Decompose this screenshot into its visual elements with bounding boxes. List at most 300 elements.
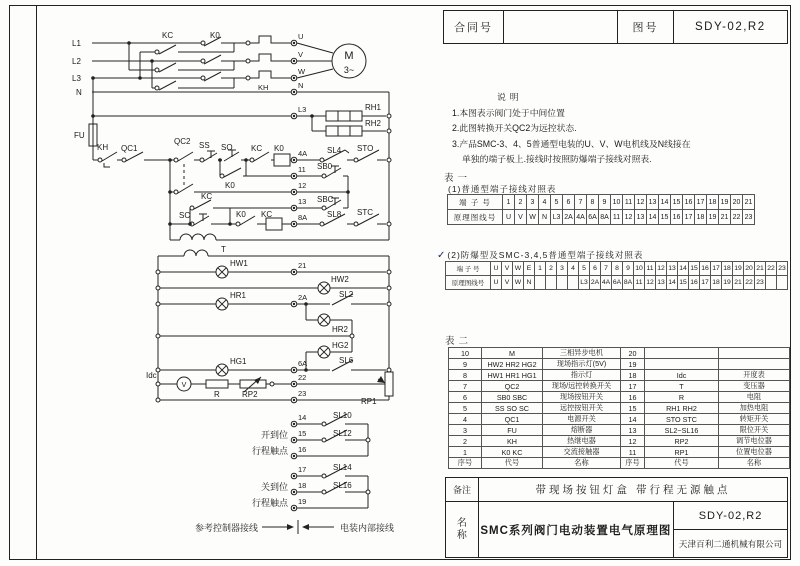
component-cell: 变压器 [719, 381, 790, 392]
contact-node [366, 490, 370, 494]
drawing-no-label: 图号 [618, 10, 673, 44]
component-cell: RP1 [645, 447, 719, 458]
terminal-N: N [298, 81, 304, 90]
table1-caption1: (1)普通型端子接线对照表 [448, 184, 557, 194]
junction-dot [304, 302, 308, 306]
terminal-cell: 14 [667, 276, 678, 290]
terminal-16 [293, 455, 295, 457]
component-cell [719, 348, 790, 359]
component-cell: SL2~SL16 [645, 425, 719, 436]
component-cell: 19 [621, 359, 645, 370]
junction-dot [168, 222, 172, 226]
terminal-cell: 4A [575, 210, 587, 225]
component-label: 关到位 [260, 482, 288, 492]
component-cell: 电阻 [719, 392, 790, 403]
component-cell [645, 359, 719, 370]
contact-node [246, 41, 250, 45]
terminal-cell: 18 [695, 210, 707, 225]
component-cell: 名称 [543, 458, 621, 469]
component-cell: R [645, 392, 719, 403]
terminal-cell: 2A [563, 210, 575, 225]
component-label: RP2 [242, 390, 258, 399]
component-cell: 指示灯 [543, 370, 621, 381]
terminal-4A: 4A [298, 149, 308, 158]
terminal-cell: 11 [645, 262, 656, 276]
kh-heaters [254, 36, 276, 78]
contact-node [155, 68, 159, 72]
component-label: 行程触点 [251, 498, 288, 508]
junction-dot [218, 158, 222, 162]
contact-node [156, 382, 160, 386]
coil-k0 [274, 154, 290, 166]
component-cell: 2 [449, 436, 482, 447]
component-label: RH2 [365, 119, 382, 128]
contract-no-label: 合同号 [443, 10, 504, 44]
terminal-cell: 13 [667, 262, 678, 276]
component-cell: 交流接触器 [543, 447, 621, 458]
contact-node [236, 222, 240, 226]
component-label: SC [179, 211, 191, 220]
contact-node [155, 86, 159, 90]
component-cell: 加热电阻 [719, 403, 790, 414]
terminal-11: 11 [298, 165, 306, 174]
component-cell: 现场指示灯(5V) [543, 359, 621, 370]
component-label: HW2 [331, 275, 349, 284]
component-cell: 7 [449, 381, 482, 392]
component-label: KH [97, 143, 109, 152]
terminal-cell: 23 [755, 276, 766, 290]
terminal-cell: 16 [700, 262, 711, 276]
terminal-19: 19 [298, 497, 307, 506]
terminal-cell: 9 [599, 195, 611, 210]
terminal-cell: 23 [743, 210, 755, 225]
component-label: R [214, 390, 220, 399]
terminal-22 [293, 383, 295, 385]
component-cell: 序号 [449, 458, 482, 469]
junction-dot [346, 190, 350, 194]
terminal-12: 12 [298, 181, 307, 190]
component-label: QC1 [121, 144, 138, 153]
terminal-cell: 23 [777, 262, 788, 276]
kc-contacts [129, 43, 234, 90]
terminal-17: 17 [298, 465, 307, 474]
junction-dot [244, 158, 248, 162]
terminal-cell: 11 [611, 210, 623, 225]
terminal-L3 [293, 115, 295, 117]
terminal-cell: 4 [539, 195, 551, 210]
contact-node [387, 222, 391, 226]
terminal-14 [293, 423, 295, 425]
terminal-N [293, 91, 295, 93]
contact-node [174, 190, 178, 194]
component-label: 参考控制器接线 [194, 523, 258, 533]
terminal-cell: 11 [634, 276, 645, 290]
component-cell: 调节电位器 [719, 436, 790, 447]
component-cell: HW1 HR1 HG1 [482, 370, 543, 381]
junction-dot [228, 222, 232, 226]
terminal-cell: 12 [656, 262, 667, 276]
component-label: SBC [317, 195, 334, 204]
contact-node [246, 59, 250, 63]
component-label: HR1 [230, 291, 247, 300]
terminal-cell: 21 [755, 262, 766, 276]
terminal-table-exproof [445, 261, 788, 290]
junction-dot [168, 158, 172, 162]
terminal-L3: L3 [298, 105, 307, 114]
contact-node [220, 174, 224, 178]
contact-node [201, 41, 205, 45]
terminal-19 [293, 507, 295, 509]
component-label: K0 [236, 210, 246, 219]
component-label: KC [201, 192, 213, 201]
contact-node [387, 286, 391, 290]
contact-node [350, 334, 354, 338]
component-cell: 限位开关 [719, 425, 790, 436]
component-label: FU [74, 131, 85, 140]
contact-node [98, 158, 102, 162]
component-label: T [221, 245, 226, 254]
component-label: HW1 [230, 259, 248, 268]
component-label: SL6 [339, 356, 354, 365]
component-cell: STO STC [645, 414, 719, 425]
component-label: 开到位 [260, 430, 288, 440]
terminal-cell: 10 [634, 262, 645, 276]
k0-contacts [204, 37, 221, 81]
contact-node [156, 270, 160, 274]
table1-label: 表一 [444, 173, 472, 184]
contact-node [387, 368, 391, 372]
terminal-cell: 3 [527, 195, 539, 210]
terminal-cell: 19 [719, 195, 731, 210]
meter-row [160, 377, 389, 400]
terminal-cell: L3 [579, 276, 590, 290]
note-line: 2.此图转换开关QC2为远控状态. [452, 123, 577, 133]
contact-node [354, 222, 358, 226]
component-label: SL16 [333, 481, 352, 490]
terminal-cell: 3 [557, 262, 568, 276]
terminal-cell: 22 [731, 210, 743, 225]
terminal-cell: W [513, 262, 524, 276]
terminal-cell: 16 [689, 276, 700, 290]
contact-node [354, 158, 358, 162]
terminal-cell: V [502, 276, 513, 290]
component-label: HR2 [332, 325, 349, 334]
wires [89, 36, 393, 534]
component-cell: 17 [621, 381, 645, 392]
contact-node [156, 334, 160, 338]
contact-node [387, 302, 391, 306]
terminal-cell: 14 [647, 210, 659, 225]
component-label: SL10 [333, 411, 352, 420]
terminal-cell [777, 276, 788, 290]
notes-title: 说明 [497, 92, 523, 102]
terminal-cell: 6A [587, 210, 599, 225]
terminal-cell: 17 [683, 210, 695, 225]
component-label: L3 [72, 74, 81, 83]
component-cell: 8 [449, 370, 482, 381]
terminal-W [293, 77, 295, 79]
terminal-13 [293, 207, 295, 209]
component-label: SL2 [339, 290, 354, 299]
row-header-cell: 原理图线号 [446, 276, 491, 290]
terminal-23: 23 [298, 389, 307, 398]
terminal-8A: 8A [298, 213, 308, 222]
terminal-cell: 15 [678, 276, 689, 290]
junction-dot [310, 114, 314, 118]
terminal-cell: N [524, 276, 535, 290]
contact-node [201, 76, 205, 80]
component-cell: 5 [449, 403, 482, 414]
component-cell: RP2 [645, 436, 719, 447]
component-cell: 20 [621, 348, 645, 359]
terminal-cell: 20 [744, 262, 755, 276]
resistor-rh2 [326, 126, 362, 136]
boundary-mark [262, 520, 334, 534]
terminal-V [293, 60, 295, 62]
terminal-W: W [298, 67, 306, 76]
component-cell: 6 [449, 392, 482, 403]
terminal-2A: 2A [298, 293, 308, 302]
contact-node [200, 158, 204, 162]
component-cell: 18 [621, 370, 645, 381]
terminal-cell [546, 276, 557, 290]
row-header-cell: 端 子 号 [448, 195, 503, 210]
component-cell: 电源开关 [543, 414, 621, 425]
component-label: N [76, 88, 82, 97]
terminal-cell: 21 [743, 195, 755, 210]
component-cell: Idc [645, 370, 719, 381]
terminal-cell: U [503, 210, 515, 225]
component-label: KC [162, 31, 174, 40]
terminal-cell: 19 [707, 210, 719, 225]
terminal-cell: 11 [623, 195, 635, 210]
contact-node [387, 129, 391, 133]
contact-node [250, 158, 254, 162]
component-cell: 9 [449, 359, 482, 370]
notes-lines [452, 106, 782, 168]
contact-node [387, 114, 391, 118]
component-label: K0 [274, 144, 284, 153]
terminal-cell: W [527, 210, 539, 225]
component-cell: 熔断器 [543, 425, 621, 436]
terminal-table-standard [447, 194, 755, 225]
terminal-12 [293, 191, 295, 193]
drawing-no-value: SDY-02,R2 [674, 10, 788, 44]
component-cell: 名称 [719, 458, 790, 469]
component-cell: 1 [449, 447, 482, 458]
contact-node [122, 158, 126, 162]
terminal-cell: 22 [744, 276, 755, 290]
component-label: SL8 [327, 210, 342, 219]
component-cell: 转矩开关 [719, 414, 790, 425]
component-label: 行程触点 [251, 446, 288, 456]
contact-node [156, 302, 160, 306]
component-label: SL14 [333, 463, 352, 472]
component-cell: T [645, 381, 719, 392]
remark-value: 带现场按钮灯盒 带行程无源触点 [479, 477, 788, 502]
junction-dot [168, 190, 172, 194]
junction-dot [304, 368, 308, 372]
terminal-cell: 7 [601, 262, 612, 276]
component-label: SS [199, 141, 210, 150]
junction-dot [127, 41, 131, 45]
terminal-V: V [298, 50, 304, 59]
terminal-cell: 18 [707, 195, 719, 210]
potentiometer-rp1 [385, 372, 393, 396]
terminal-cell: V [515, 210, 527, 225]
contact-node [156, 286, 160, 290]
terminal-cell: 8 [612, 262, 623, 276]
junction-dot [188, 222, 192, 226]
component-cell: 开度表 [719, 370, 790, 381]
component-label: 电装内部接线 [340, 523, 395, 533]
terminal-cell [535, 276, 546, 290]
terminal-U: U [298, 32, 304, 41]
terminal-16: 16 [298, 445, 307, 454]
drawing-title: SMC系列阀门电动装置电气原理图 [479, 502, 674, 558]
terminal-cell: 8A [599, 210, 611, 225]
component-label: SL12 [333, 429, 352, 438]
terminal-cell: 19 [722, 276, 733, 290]
component-cell: 热继电器 [543, 436, 621, 447]
component-label: SL4 [327, 146, 342, 155]
note-line: 1.本图表示阀门处于中间位置 [452, 107, 565, 118]
contact-node [320, 222, 324, 226]
contact-node [201, 59, 205, 63]
terminal-14: 14 [298, 413, 307, 422]
terminal-cell: 5 [579, 262, 590, 276]
terminal-cell: 17 [695, 195, 707, 210]
terminal-cell [766, 276, 777, 290]
terminal-cell: 16 [671, 210, 683, 225]
component-cell: M [482, 348, 543, 359]
component-label: M [344, 50, 354, 62]
terminal-21: 21 [298, 261, 307, 270]
component-label: V [181, 382, 187, 389]
schematic-labels [72, 31, 394, 533]
component-label: SO [221, 143, 233, 152]
terminal-cell: 7 [575, 195, 587, 210]
component-cell: SS SO SC [482, 403, 543, 414]
terminal-6A: 6A [298, 359, 308, 368]
terminal-15 [293, 439, 295, 441]
terminal-cell: 1 [503, 195, 515, 210]
component-cell: 现场按钮开关 [543, 392, 621, 403]
component-label: STC [357, 208, 373, 217]
component-cell: SB0 SBC [482, 392, 543, 403]
terminal-cell [557, 276, 568, 290]
contact-node [366, 438, 370, 442]
contact-node [387, 158, 391, 162]
component-cell: 代号 [482, 458, 543, 469]
component-cell: 11 [621, 447, 645, 458]
component-label: STO [357, 144, 374, 153]
terminal-cell: 17 [711, 262, 722, 276]
terminal-cell: 12 [635, 195, 647, 210]
terminal-6A [293, 369, 295, 371]
row-header-cell: 原理图线号 [448, 210, 503, 225]
check-mark: ✓ [437, 250, 447, 261]
component-cell: 16 [621, 392, 645, 403]
terminal-cell: 1 [535, 262, 546, 276]
coil-kc [266, 218, 282, 230]
contact-node [270, 382, 274, 386]
table2-label: 表二 [445, 336, 473, 347]
component-label: KH [258, 83, 269, 92]
remark-label: 备注 [445, 477, 479, 502]
terminal-18 [293, 491, 295, 493]
component-label: SB0 [317, 162, 333, 171]
terminal-cell: 19 [733, 262, 744, 276]
component-table [448, 347, 790, 469]
terminal-cell: 15 [689, 262, 700, 276]
contact-node [156, 398, 160, 402]
remark-row [445, 477, 788, 502]
junction-dot [91, 76, 95, 80]
component-label: L1 [72, 39, 81, 48]
terminal-cell: L3 [551, 210, 563, 225]
contact-node [190, 206, 194, 210]
junction-dot [138, 76, 142, 80]
terminal-cell: 9 [623, 262, 634, 276]
terminal-cell: 15 [659, 210, 671, 225]
terminal-cell: U [491, 262, 502, 276]
resistor-r [206, 380, 228, 388]
terminal-cell: 13 [656, 276, 667, 290]
contact-node [246, 76, 250, 80]
terminal-cell: 13 [635, 210, 647, 225]
component-cell: 10 [449, 348, 482, 359]
terminal-cell: 21 [733, 276, 744, 290]
component-cell: FU [482, 425, 543, 436]
component-label: K0 [225, 181, 235, 190]
terminal-cell: 22 [766, 262, 777, 276]
terminal-cell: 17 [700, 276, 711, 290]
terminal-cell: W [513, 276, 524, 290]
component-cell: KH [482, 436, 543, 447]
component-label: HG1 [230, 357, 247, 366]
component-cell: 14 [621, 414, 645, 425]
row-header-cell: 端 子 号 [446, 262, 491, 276]
component-cell: 远控按钮开关 [543, 403, 621, 414]
component-cell: 13 [621, 425, 645, 436]
component-cell: 位置电位器 [719, 447, 790, 458]
contact-node [322, 206, 326, 210]
terminal-cell: 8 [587, 195, 599, 210]
component-label: HG2 [332, 341, 349, 350]
terminal-cell: 6 [590, 262, 601, 276]
terminal-cell: 15 [671, 195, 683, 210]
note-line: 单独的端子板上.接线时按照防爆端子接线对照表. [462, 154, 652, 164]
terminal-18: 18 [298, 481, 307, 490]
contact-node [322, 174, 326, 178]
contact-node [322, 490, 326, 494]
drawing-number: SDY-02,R2 [674, 502, 788, 530]
terminal-11 [293, 175, 295, 177]
table1-caption2: ✓(2)防爆型及SMC-3,4,5普通型端子接线对照表 [437, 250, 644, 261]
terminal-markers [291, 32, 307, 511]
component-cell: 三相异步电机 [543, 348, 621, 359]
component-cell: 序号 [621, 458, 645, 469]
terminal-21 [293, 271, 295, 273]
terminal-cell: 10 [611, 195, 623, 210]
component-cell [645, 348, 719, 359]
terminal-cell: 16 [683, 195, 695, 210]
terminal-cell: 14 [659, 195, 671, 210]
terminal-cell: 14 [678, 262, 689, 276]
note-line: 3.产品SMC-3、4、5普通型电装的U、V、W电机线及N线接在 [452, 138, 691, 149]
component-cell: 4 [449, 414, 482, 425]
